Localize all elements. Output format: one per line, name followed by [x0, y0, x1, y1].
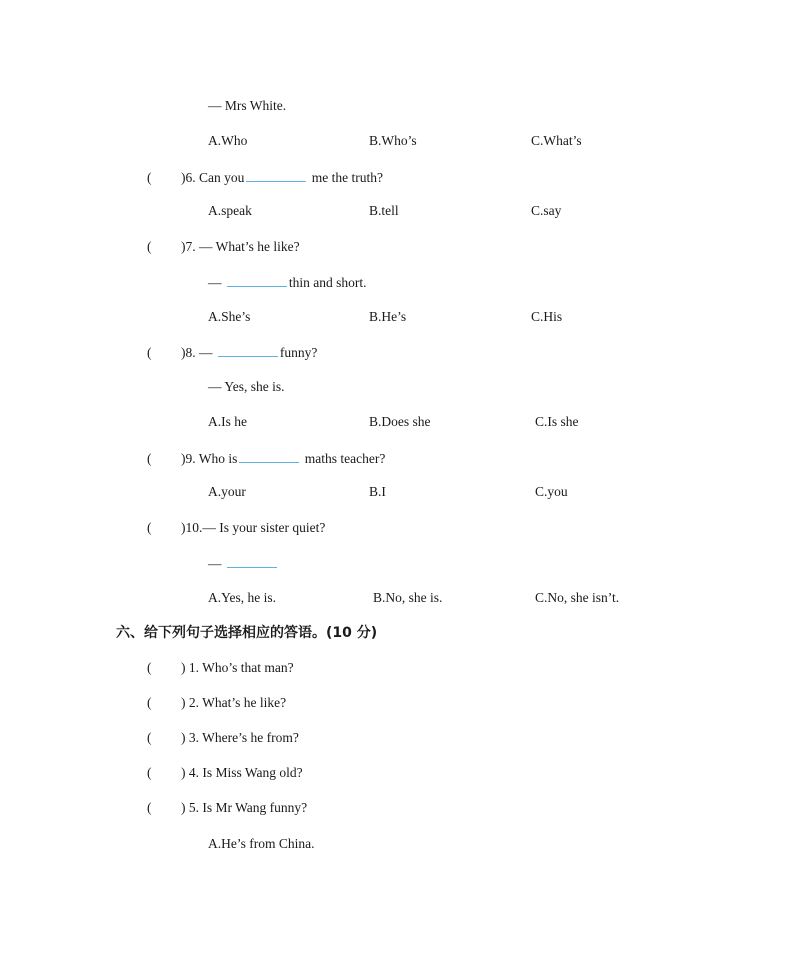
- q6-stem: [147, 168, 383, 187]
- q7-number: )7.: [181, 239, 196, 254]
- section6-q5-bracket[interactable]: (: [147, 800, 152, 815]
- q7-answer-bracket[interactable]: (: [147, 239, 152, 254]
- q6-text-after: me the truth?: [311, 170, 383, 185]
- q7-option-c[interactable]: C.His: [531, 309, 563, 324]
- q6-text-before: Can you: [199, 170, 245, 185]
- q6-answer-bracket[interactable]: (: [147, 170, 152, 185]
- q8-text-after: funny?: [279, 345, 318, 360]
- section6-q2-text: ) 2. What’s he like?: [181, 695, 287, 710]
- section6-q4-bracket[interactable]: (: [147, 765, 152, 780]
- q10-option-b[interactable]: B.No, she is.: [373, 590, 443, 605]
- section6-q1-bracket[interactable]: (: [147, 660, 152, 675]
- section6-q1-text: ) 1. Who’s that man?: [181, 660, 294, 675]
- q10-text: — Is your sister quiet?: [202, 520, 326, 535]
- q10-number: )10.: [181, 520, 203, 535]
- section6-q2-bracket[interactable]: (: [147, 695, 152, 710]
- section6-answer-a: A.He’s from China.: [208, 836, 315, 851]
- q10-answer-bracket[interactable]: (: [147, 520, 152, 535]
- q5-option-a[interactable]: A.Who: [208, 133, 248, 148]
- q9-number: )9.: [181, 451, 196, 466]
- q6-option-a[interactable]: A.speak: [208, 203, 252, 218]
- q8-dash: —: [199, 345, 213, 360]
- q9-answer-bracket[interactable]: (: [147, 451, 152, 466]
- q8-option-c[interactable]: C.Is she: [535, 414, 579, 429]
- q10-option-c[interactable]: C.No, she isn’t.: [535, 590, 620, 605]
- q8-answer-bracket[interactable]: (: [147, 345, 152, 360]
- q10-stem: [147, 519, 325, 537]
- q9-text-after: maths teacher?: [304, 451, 386, 466]
- q10-response: [208, 554, 279, 573]
- section6-question-4: [147, 764, 303, 782]
- q6-option-c[interactable]: C.say: [531, 203, 562, 218]
- section6-q3-bracket[interactable]: (: [147, 730, 152, 745]
- q8-option-a[interactable]: A.Is he: [208, 414, 247, 429]
- q5-option-c[interactable]: C.What’s: [531, 133, 582, 148]
- q5-answer-line: — Mrs White.: [208, 98, 287, 113]
- q7-text: — What’s he like?: [199, 239, 300, 254]
- q7-stem: [147, 238, 300, 256]
- q9-stem: [147, 449, 385, 468]
- q9-option-a[interactable]: A.your: [208, 484, 246, 499]
- q10-option-a[interactable]: A.Yes, he is.: [208, 590, 277, 605]
- section-six-heading: 六、给下列句子选择相应的答语。(10 分): [116, 625, 378, 641]
- q6-number: )6.: [181, 170, 196, 185]
- q8-blank[interactable]: [218, 343, 278, 357]
- q9-option-c[interactable]: C.you: [535, 484, 568, 499]
- q8-stem: [147, 343, 317, 362]
- q7-response-dash: —: [208, 275, 222, 290]
- q6-option-b[interactable]: B.tell: [369, 203, 399, 218]
- q5-option-b[interactable]: B.Who’s: [369, 133, 417, 148]
- section6-question-1: [147, 659, 294, 677]
- q10-response-dash: —: [208, 556, 222, 571]
- q8-response: — Yes, she is.: [208, 379, 285, 394]
- section6-q5-text: ) 5. Is Mr Wang funny?: [181, 800, 308, 815]
- q9-blank[interactable]: [239, 449, 299, 463]
- q9-text-before: Who is: [198, 451, 238, 466]
- section6-q3-text: ) 3. Where’s he from?: [181, 730, 299, 745]
- q9-option-b[interactable]: B.I: [369, 484, 386, 499]
- q7-option-a[interactable]: A.She’s: [208, 309, 251, 324]
- q7-response: [208, 273, 367, 292]
- q7-response-text: thin and short.: [288, 275, 367, 290]
- q6-blank[interactable]: [246, 168, 306, 182]
- q8-option-b[interactable]: B.Does she: [369, 414, 431, 429]
- q10-blank[interactable]: [227, 554, 277, 568]
- section6-question-2: [147, 694, 286, 712]
- q8-number: )8.: [181, 345, 196, 360]
- section6-question-5: [147, 799, 307, 817]
- q7-blank[interactable]: [227, 273, 287, 287]
- section6-q4-text: ) 4. Is Miss Wang old?: [181, 765, 303, 780]
- section6-question-3: [147, 729, 299, 747]
- q7-option-b[interactable]: B.He’s: [369, 309, 407, 324]
